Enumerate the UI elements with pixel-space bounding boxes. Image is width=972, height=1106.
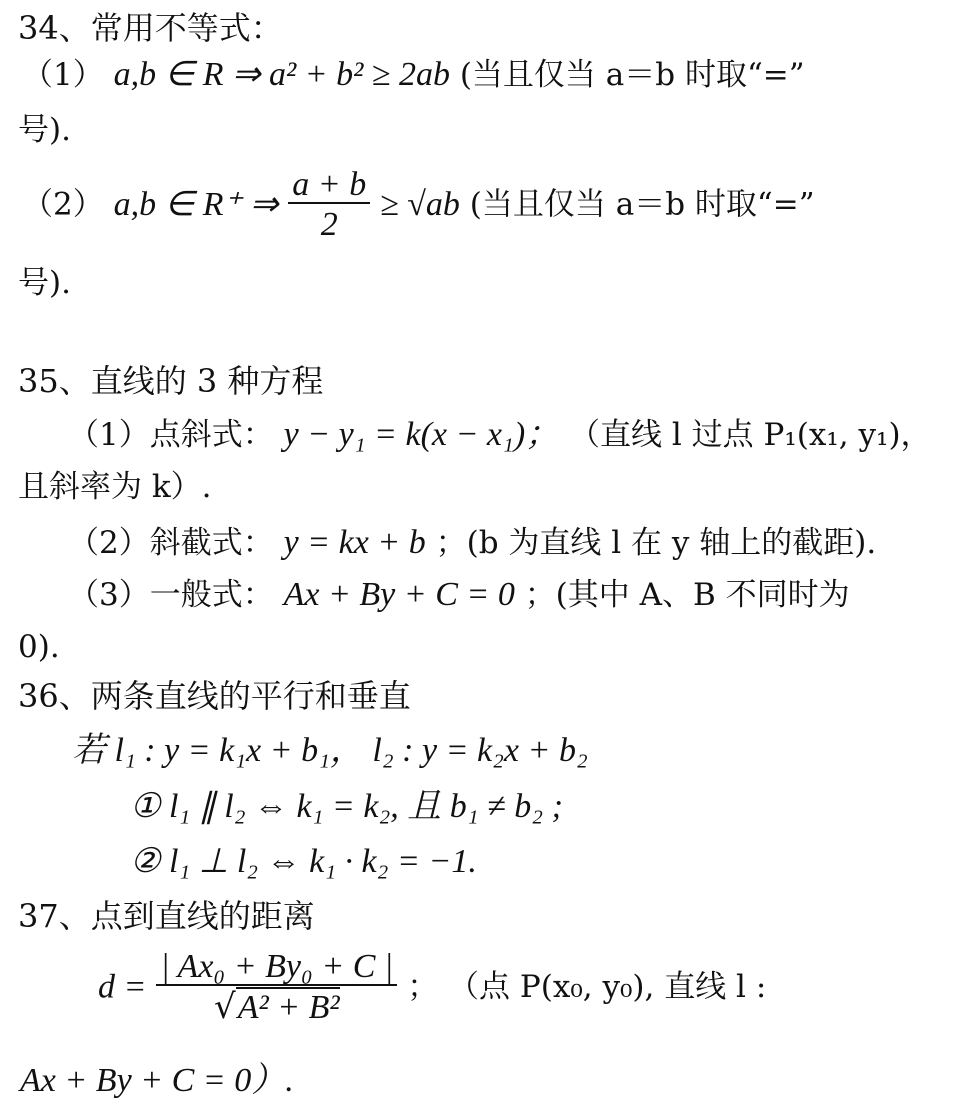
condition-note: ；(b 为直线 l 在 y 轴上的截距). xyxy=(435,525,877,561)
general-form-formula: Ax + By + C = 0 xyxy=(283,576,515,613)
point-slope-formula: y − y₁ = k(x − x₁)； xyxy=(283,416,560,453)
condition-note: (当且仅当 a＝b 时取“=” xyxy=(459,57,805,93)
condition-note: （直线 l 过点 P₁(x₁, y₁)， xyxy=(569,417,932,453)
section-35-item-3 xyxy=(68,578,850,612)
distance-fraction xyxy=(156,950,397,1025)
fraction-denominator xyxy=(156,986,397,1025)
section-34-item-1 xyxy=(22,58,805,92)
section-35-heading: 35、直线的 3 种方程 xyxy=(18,362,324,400)
formula-right: ≥ √ab xyxy=(380,186,460,223)
slope-intercept-formula: y = kx + b xyxy=(283,524,426,561)
item-label: （2） xyxy=(22,186,104,223)
section-34-heading: 34、常用不等式： xyxy=(18,9,283,47)
fraction-numerator: a + b xyxy=(288,168,370,204)
section-35-item-1-cont: 且斜率为 k）. xyxy=(18,469,212,505)
item-label: （3）一般式： xyxy=(68,577,274,613)
distance-label: d = xyxy=(98,968,147,1006)
lines-definition: 若 l₁ : y = k₁x + b₁， l₂ : y = k₂x + b₂ xyxy=(72,732,588,769)
condition-note: (当且仅当 a＝b 时取“=” xyxy=(469,186,815,223)
radicand: A² + B² xyxy=(237,989,340,1026)
condition-note: ； （点 P(x₀, y₀), 直线 l : xyxy=(407,969,767,1005)
section-34-item-1-cont: 号). xyxy=(18,112,71,148)
item-label: （1） xyxy=(22,57,104,93)
section-35-item-2 xyxy=(68,526,876,560)
section-34-item-2-cont: 号). xyxy=(18,265,71,301)
inequality-formula: a,b ∈ R ⇒ a² + b² ≥ 2ab xyxy=(113,56,450,93)
formula-left: a,b ∈ R⁺ ⇒ xyxy=(113,186,279,223)
section-37-cont: Ax + By + C = 0）. xyxy=(20,1062,294,1099)
distance-formula xyxy=(98,950,766,1050)
sqrt-icon: √ xyxy=(214,987,236,1027)
section-35-item-1 xyxy=(68,418,932,452)
fraction-denominator: 2 xyxy=(320,206,338,243)
item-label: （1）点斜式： xyxy=(68,417,274,453)
section-36-heading: 36、两条直线的平行和垂直 xyxy=(18,677,411,715)
condition-note: ；(其中 A、B 不同时为 xyxy=(524,577,850,613)
section-37-heading: 37、点到直线的距离 xyxy=(18,897,315,935)
section-35-item-3-cont: 0). xyxy=(18,629,60,665)
item-label: （2）斜截式： xyxy=(68,525,274,561)
mean-fraction xyxy=(288,168,370,242)
fraction-numerator: | Ax₀ + By₀ + C | xyxy=(156,950,397,986)
parallel-condition: ① l₁ ∥ l₂ ⇔ k₁ = k₂, 且 b₁ ≠ b₂ ; xyxy=(130,788,563,825)
section-34-item-2 xyxy=(22,168,815,258)
perpendicular-condition: ② l₁ ⊥ l₂ ⇔ k₁ · k₂ = −1. xyxy=(130,843,477,880)
